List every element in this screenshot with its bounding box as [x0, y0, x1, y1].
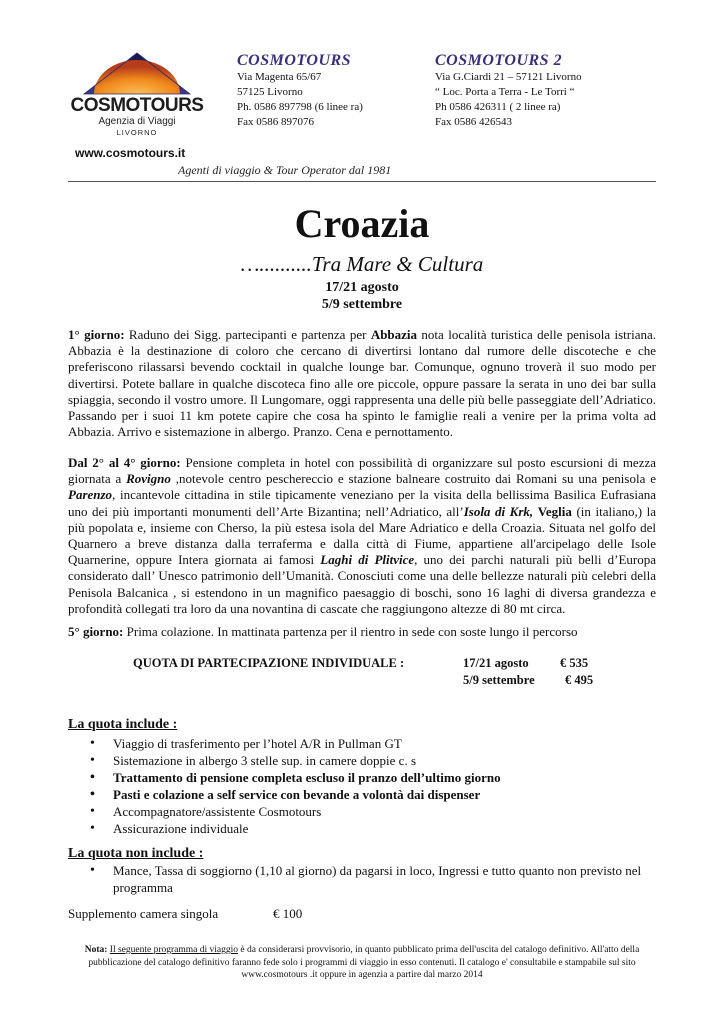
cosmotours-logo [62, 50, 212, 142]
day-text: ,notevole centro peschereccio e stazione balneare costruito dai Romani su una penisola e [170, 471, 656, 487]
footer-note [68, 944, 656, 982]
price-label: QUOTA DI PARTECIPAZIONE INDIVIDUALE : [133, 656, 405, 670]
header-divider [68, 181, 656, 182]
agency-2-fax: Fax 0586 426543 [435, 116, 512, 128]
page-subtitle: …..........Tra Mare & Cultura [240, 252, 484, 276]
agency-2-phone: Ph 0586 426311 ( 2 linee ra) [435, 101, 561, 113]
itinerary-day-1 [68, 327, 656, 440]
place-name: Laghi di Plitvice [320, 552, 415, 568]
agency-address-1 [237, 53, 363, 130]
excludes-list [88, 862, 658, 896]
list-item: • Viaggio di trasferimento per l’hotel A/R in Pullman GT [88, 735, 658, 752]
price-date: 17/21 agosto [463, 656, 529, 670]
agency-1-line: Via Magenta 65/67 [237, 71, 322, 83]
page-title: Croazia [294, 201, 430, 246]
departure-date: 17/21 agosto [325, 280, 399, 295]
logo-subtitle: Agenzia di Viaggi [98, 116, 176, 127]
day-text: Pensione completa in hotel con possibilità di organizzare sul posto escursioni di mezza giornata a [68, 455, 657, 487]
supplement-price: € 100 [273, 906, 303, 921]
note-text: è da considerarsi provvisorio, in quanto pubblicato prima dell'uscita del catalogo definitivo. All'atto della pubblicazione del catalogo definitivo faranno fede solo i programmi di viaggio in esso contenuti. Il catalogo e' consultabile e stampabile sul sito www.cosmotours .it oppure in agenzia a partire dal marzo 2014 [88, 945, 640, 980]
agency-2-line: Via G.Ciardi 21 – 57121 Livorno [435, 71, 582, 83]
list-item: • Accompagnatore/assistente Cosmotours [88, 803, 658, 820]
departure-dates [0, 279, 724, 313]
agency-1-phone: Ph. 0586 897798 (6 linee ra) [237, 101, 363, 113]
price-value: € 535 [560, 656, 589, 670]
place-name: Abbazia [370, 327, 418, 342]
includes-heading: La quota include : [68, 717, 178, 732]
price-row [133, 672, 633, 689]
price-table [133, 655, 633, 689]
logo-text: COSMOTOURS [70, 95, 204, 116]
list-item: • Pasti e colazione a self service con bevande a volontà dai dispenser [88, 786, 658, 803]
agency-2-name: COSMOTOURS 2 [435, 52, 563, 69]
list-item: • Mance, Tassa di soggiorno (1,10 al giorno) da pagarsi in loco, Ingressi e tutto quanto non previsto nel programma [88, 862, 658, 896]
day-text: nota località turistica delle penisola istriana. Abbazia è la destinazione di coloro che cercano di divertirsi lontano dal rumore delle discoteche e che preferiscono rilassarsi bevendo cocktail in qualche lounge bar. Comunque, ognuno troverà il suo modo per divertirsi. Potete ballare in qualche discoteca fino alle ore piccole, oppure passare la serata in uno dei bar sulla spiaggia, secondo il vostro umore. Il Lungomare, oggi rappresenta una delle più belle passeggiate dell’Adriatico. Passando per i suoi 11 km potete capire che cosa ha spinto le famiglie reali a venire per la prima volta ad Abbazia. Arrivo e sistemazione in albergo. Pranzo. Cena e pernottamento. [68, 327, 656, 440]
note-underlined: Il seguente programma di viaggio [109, 945, 239, 955]
agency-1-fax: Fax 0586 897076 [237, 116, 314, 128]
day-text: , uno dei parchi naturali più belli d’Europa considerato dall’ Unesco patrimonio dell’Umanità. Conosciuti come una delle bellezze naturali più celebri della Penisola Balcanica , si estendono in un magnifico paesaggio di boschi, sono 16 laghi di diversa grandezza e profondità collegati tra loro da una novantina di cascate che raggiungono altezze di 80 mt circa. [68, 552, 657, 616]
includes-list [88, 735, 658, 837]
place-name: Rovigno [126, 471, 171, 487]
price-row [133, 655, 633, 672]
supplement-label: Supplemento camera singola [68, 906, 219, 921]
place-name: Veglia [537, 503, 572, 519]
list-item: • Assicurazione individuale [88, 820, 658, 837]
agency-1-line: 57125 Livorno [237, 86, 303, 98]
excludes-heading: La quota non include : [68, 846, 204, 861]
place-name: Parenzo [68, 487, 113, 503]
day-label: 5° giorno: [68, 624, 124, 639]
agency-address-2 [435, 53, 582, 130]
note-label: Nota: [84, 945, 108, 955]
place-name: Isola di Krk, [463, 503, 534, 519]
price-date: 5/9 settembre [463, 673, 535, 687]
agency-1-name: COSMOTOURS [237, 52, 352, 69]
day-text: Prima colazione. In mattinata partenza per il rientro in sede con soste lungo il percorso [123, 624, 578, 639]
day-text: , incantevole cittadina in stile tipicamente veneziano per la visita della bellissima Basilica Eufrasiana uno dei più importanti monumenti dell’Arte Bizantina; nell’Adriatico, all’ [68, 487, 656, 519]
day-text: Raduno dei Sigg. partecipanti e partenza per [124, 327, 371, 342]
day-text: (in italiano,) la più popolata e, insieme con Cherso, la più estesa isola del Mare Adriatico e della Croazia. Situata nel golfo del Quarnero a breve distanza dalla terraferma e dalla città di Fiume, appartiene all'arcipelago delle Isole Quarnerine, oppure Intera giornata ai famosi [68, 503, 656, 568]
logo-graphic [62, 50, 212, 142]
itinerary-day-5 [68, 624, 656, 640]
departure-date: 5/9 settembre [321, 297, 403, 312]
agency-2-line: “ Loc. Porta a Terra - Le Torri “ [435, 86, 575, 98]
day-label: 1° giorno: [68, 327, 125, 342]
list-item: • Trattamento di pensione completa escluso il pranzo dell’ultimo giorno [88, 769, 658, 786]
website-url: www.cosmotours.it [75, 146, 186, 160]
list-item: • Sistemazione in albergo 3 stelle sup. in camere doppie c. s [88, 752, 658, 769]
day-label: Dal 2° al 4° giorno: [68, 455, 181, 470]
tagline: Agenti di viaggio & Tour Operator dal 1981 [178, 163, 392, 177]
single-room-supplement [68, 906, 303, 922]
logo-city: LIVORNO [116, 128, 158, 137]
itinerary-day-2-4 [68, 455, 656, 617]
price-value: € 495 [565, 673, 594, 687]
